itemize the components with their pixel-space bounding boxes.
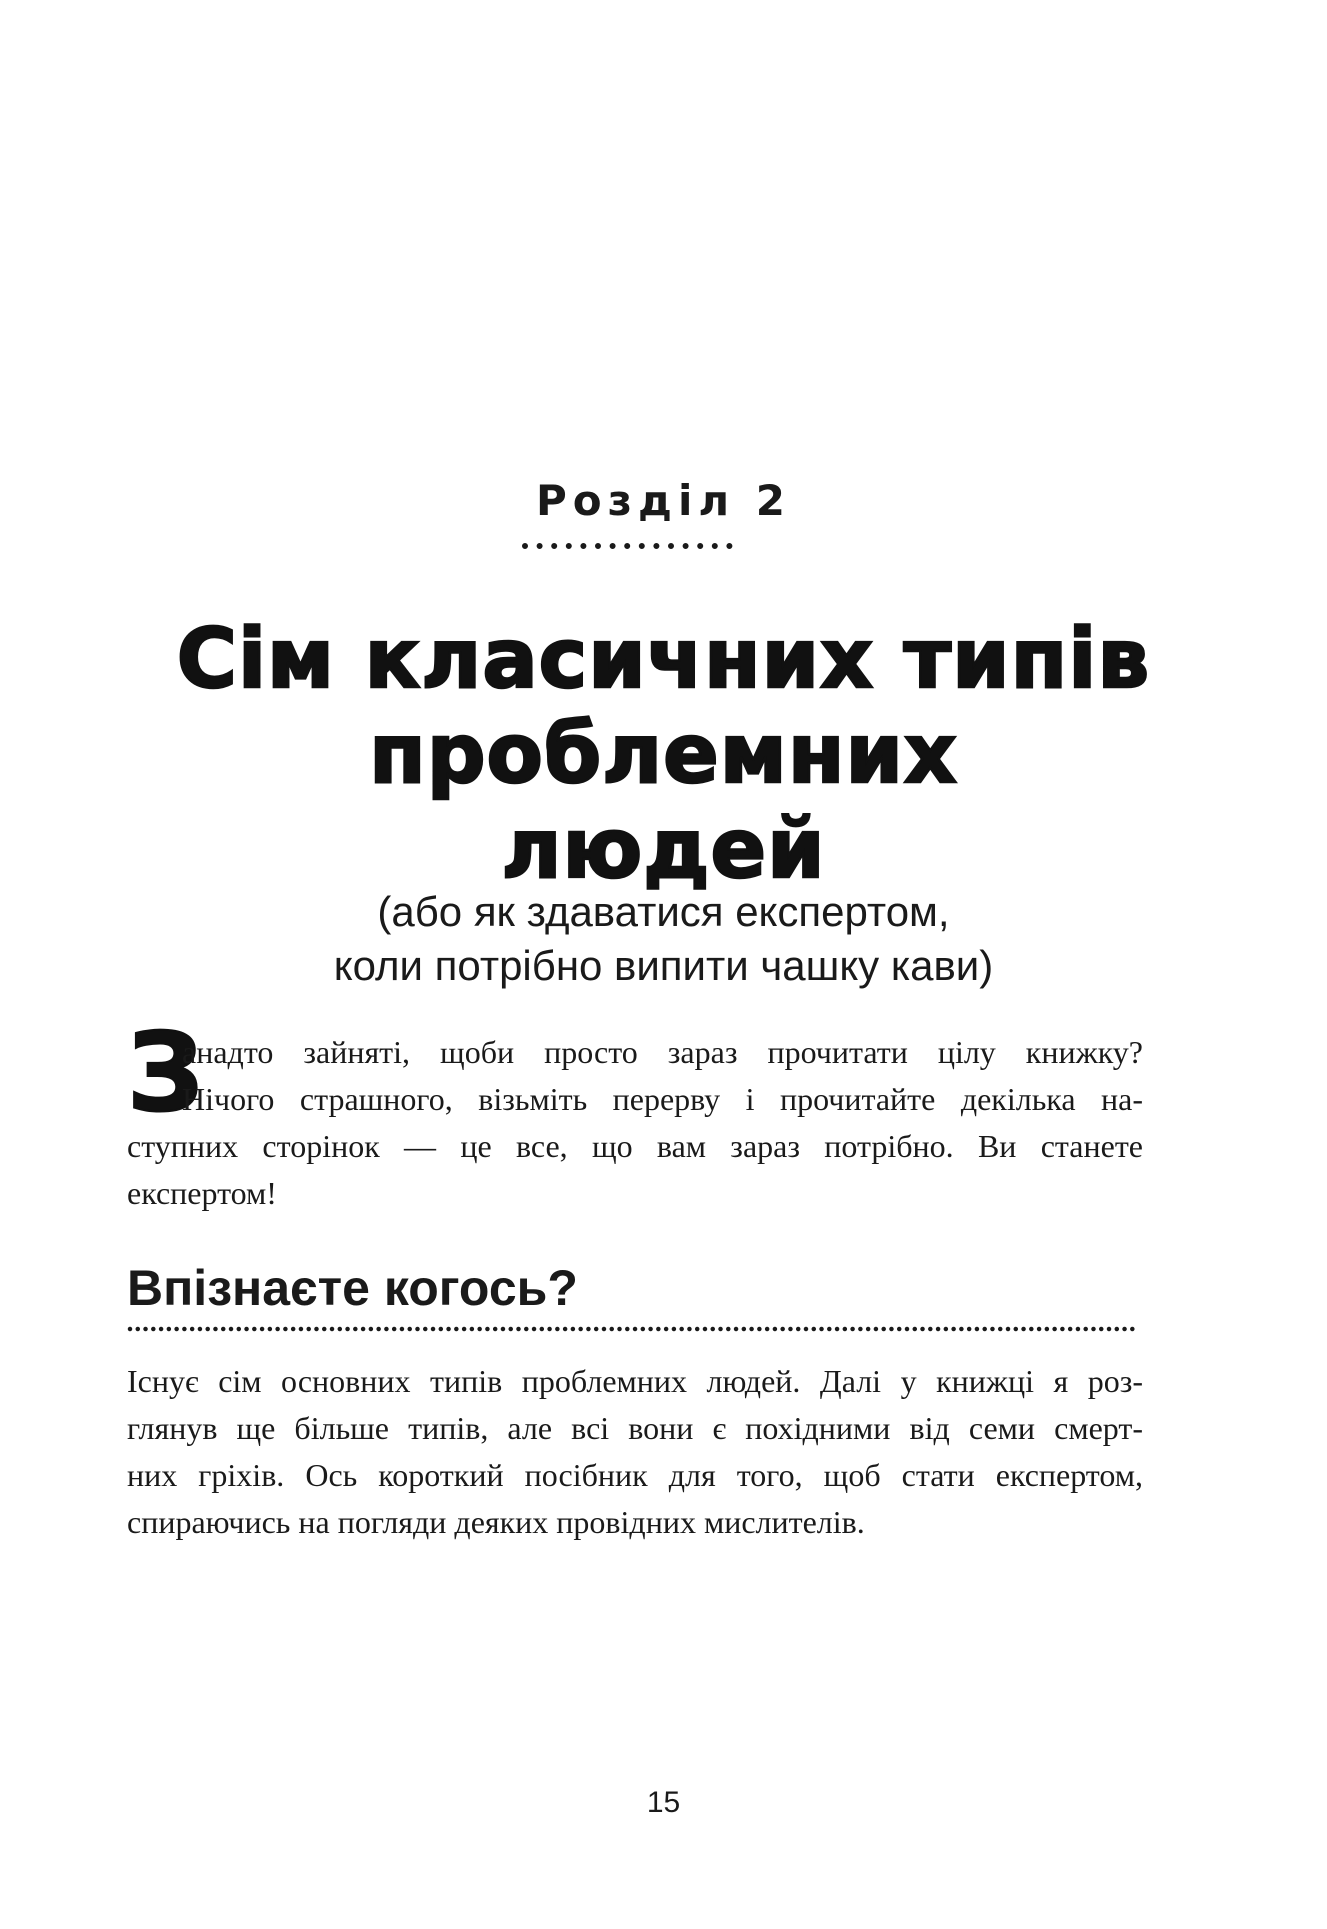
paragraph-line: Існує сім основних типів проблемних людей. Далі у книжці я роз- — [127, 1363, 1143, 1399]
chapter-title — [0, 612, 1327, 897]
paragraph-line: експертом! — [127, 1175, 277, 1211]
paragraph-line: анадто зайняті, щоби просто зараз прочитати цілу книжку? — [182, 1034, 1143, 1070]
paragraph-line: Нічого страшного, візьміть перерву і прочитайте декілька на- — [182, 1081, 1143, 1117]
intro-paragraph — [127, 1029, 1143, 1217]
page-number: 15 — [646, 1786, 681, 1819]
chapter-subtitle-line: коли потрібно випити чашку кави) — [333, 942, 994, 989]
paragraph-line: ступних сторінок — це все, що вам зараз потрібно. Ви станете — [127, 1128, 1143, 1164]
paragraph-line: них гріхів. Ось короткий посібник для того, щоб стати експертом, — [127, 1457, 1143, 1493]
chapter-subtitle — [0, 885, 1327, 993]
chapter-subtitle-line: (або як здаватися експертом, — [377, 888, 950, 935]
chapter-label: Розділ 2 — [536, 476, 791, 525]
drop-cap: З — [127, 1011, 204, 1136]
chapter-dotted-rule — [521, 540, 748, 552]
chapter-title-line: людей — [501, 802, 826, 897]
section-heading: Впізнаєте когось? — [127, 1260, 578, 1316]
paragraph-line: спираючись на погляди деяких провідних мислителів. — [127, 1504, 865, 1540]
chapter-title-line: проблемних — [369, 707, 958, 802]
chapter-title-line: Сім класичних типів — [176, 612, 1151, 707]
paragraph-line: глянув ще більше типів, але всі вони є похідними від семи смерт- — [127, 1410, 1143, 1446]
section-paragraph — [127, 1358, 1143, 1546]
section-dotted-rule — [127, 1323, 1143, 1335]
